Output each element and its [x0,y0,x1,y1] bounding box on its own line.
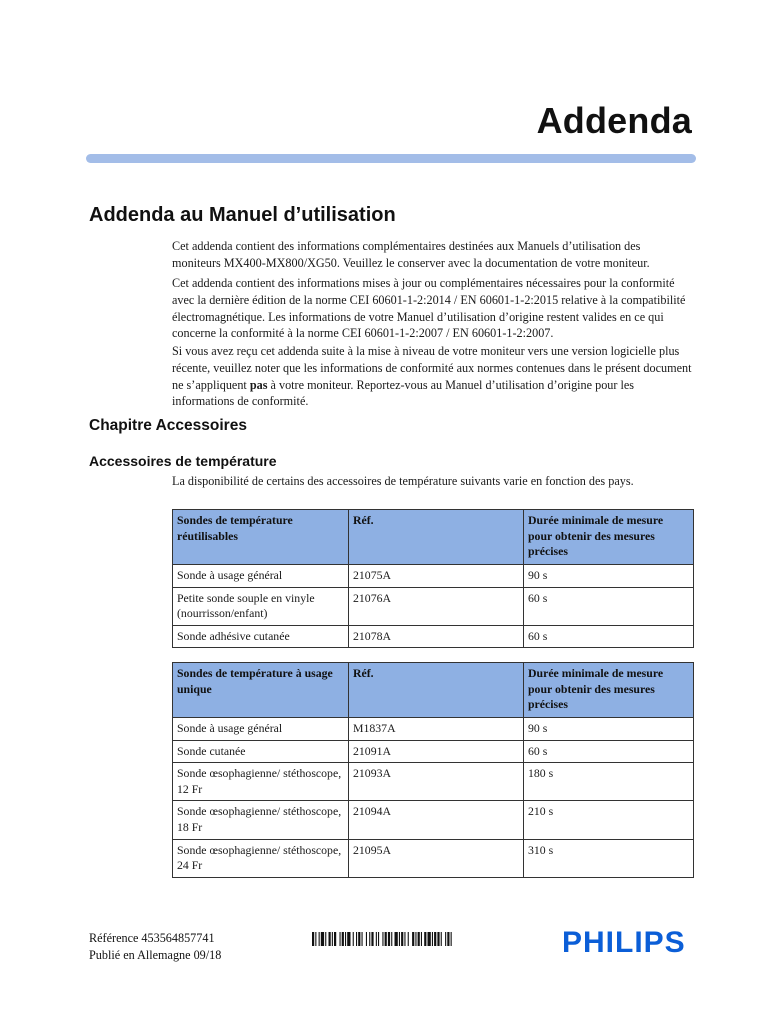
table-row [173,565,694,588]
paragraph-3-start: Si vous avez reçu cet addenda suite à la mise à niveau de votre moniteur vers une version logicielle plus récente, veuillez noter que les informations de conformité aux normes contenues dans le présent document ne s’appliquent [172,344,692,392]
table-header-row [173,510,694,565]
header-divider [86,154,696,163]
table-row [173,718,694,741]
intro-paragraph-1: Cet addenda contient des informations complémentaires destinées aux Manuels d’utilisation des moniteurs MX400-MX800/XG50. Veuillez le conserver avec la documentation de votre moniteur. [172,239,650,270]
single-use-probes-table [172,662,694,878]
ref-cell: 21095A [349,839,524,877]
duration-cell: 180 s [524,763,694,801]
duration-cell: 90 s [524,718,694,741]
paragraph-3-end: à votre moniteur. Reportez-vous au Manuel d’utilisation d’origine pour les informations de conformité. [172,377,635,409]
ref-cell: 21075A [349,565,524,588]
table-row [173,801,694,839]
probe-name-cell: Sonde à usage général [173,718,349,741]
ref-cell: 21091A [349,740,524,763]
ref-cell: 21076A [349,587,524,625]
column-header-probe: Sondes de température à usage unique [173,663,349,718]
philips-logo: PHILIPS [562,926,686,959]
duration-cell: 60 s [524,740,694,763]
chapter-heading: Chapitre Accessoires [89,417,247,434]
main-heading: Addenda au Manuel d’utilisation [89,204,396,226]
probe-name-cell: Sonde à usage général [173,565,349,588]
reusable-probes-table [172,509,694,648]
page-title: Addenda [536,100,692,141]
footer-reference-block [89,930,221,964]
barcode [312,932,517,946]
ref-cell: 21078A [349,625,524,648]
probe-name-cell: Sonde œsophagienne/ stéthoscope, 24 Fr [173,839,349,877]
duration-cell: 210 s [524,801,694,839]
probe-name-cell: Sonde adhésive cutanée [173,625,349,648]
column-header-duration: Durée minimale de mesure pour obtenir des mesures précises [524,510,694,565]
probe-name-cell: Sonde œsophagienne/ stéthoscope, 12 Fr [173,763,349,801]
table-row [173,587,694,625]
column-header-duration: Durée minimale de mesure pour obtenir des mesures précises [524,663,694,718]
section-intro: La disponibilité de certains des accessoires de température suivants varie en fonction des pays. [172,474,634,488]
section-heading: Accessoires de température [89,453,277,469]
intro-paragraph-2: Cet addenda contient des informations mises à jour ou complémentaires nécessaires pour la conformité avec la dernière édition de la norme CEI 60601-1-2:2014 / EN 60601-1-2:2015 relative à la compatibilité électromagnétique. Les informations de votre Manuel d’utilisation d’origine restent valides en ce qui concerne la conformité à la norme CEI 60601-1-2:2007 / EN 60601-1-2:2007. [172,276,686,341]
intro-paragraph-3 [172,343,692,410]
column-header-probe: Sondes de température réutilisables [173,510,349,565]
column-header-ref: Réf. [349,510,524,565]
duration-cell: 90 s [524,565,694,588]
table-row [173,763,694,801]
probe-name-cell: Sonde œsophagienne/ stéthoscope, 18 Fr [173,801,349,839]
ref-cell: M1837A [349,718,524,741]
column-header-ref: Réf. [349,663,524,718]
probe-name-cell: Sonde cutanée [173,740,349,763]
duration-cell: 60 s [524,587,694,625]
table-row [173,839,694,877]
ref-cell: 21094A [349,801,524,839]
probe-name-cell: Petite sonde souple en vinyle (nourrisson/enfant) [173,587,349,625]
table-row [173,625,694,648]
reference-number: Référence 453564857741 [89,931,215,945]
paragraph-3-emphasis: pas [249,377,268,392]
ref-cell: 21093A [349,763,524,801]
duration-cell: 60 s [524,625,694,648]
table-header-row [173,663,694,718]
duration-cell: 310 s [524,839,694,877]
table-row [173,740,694,763]
publication-info: Publié en Allemagne 09/18 [89,948,222,962]
